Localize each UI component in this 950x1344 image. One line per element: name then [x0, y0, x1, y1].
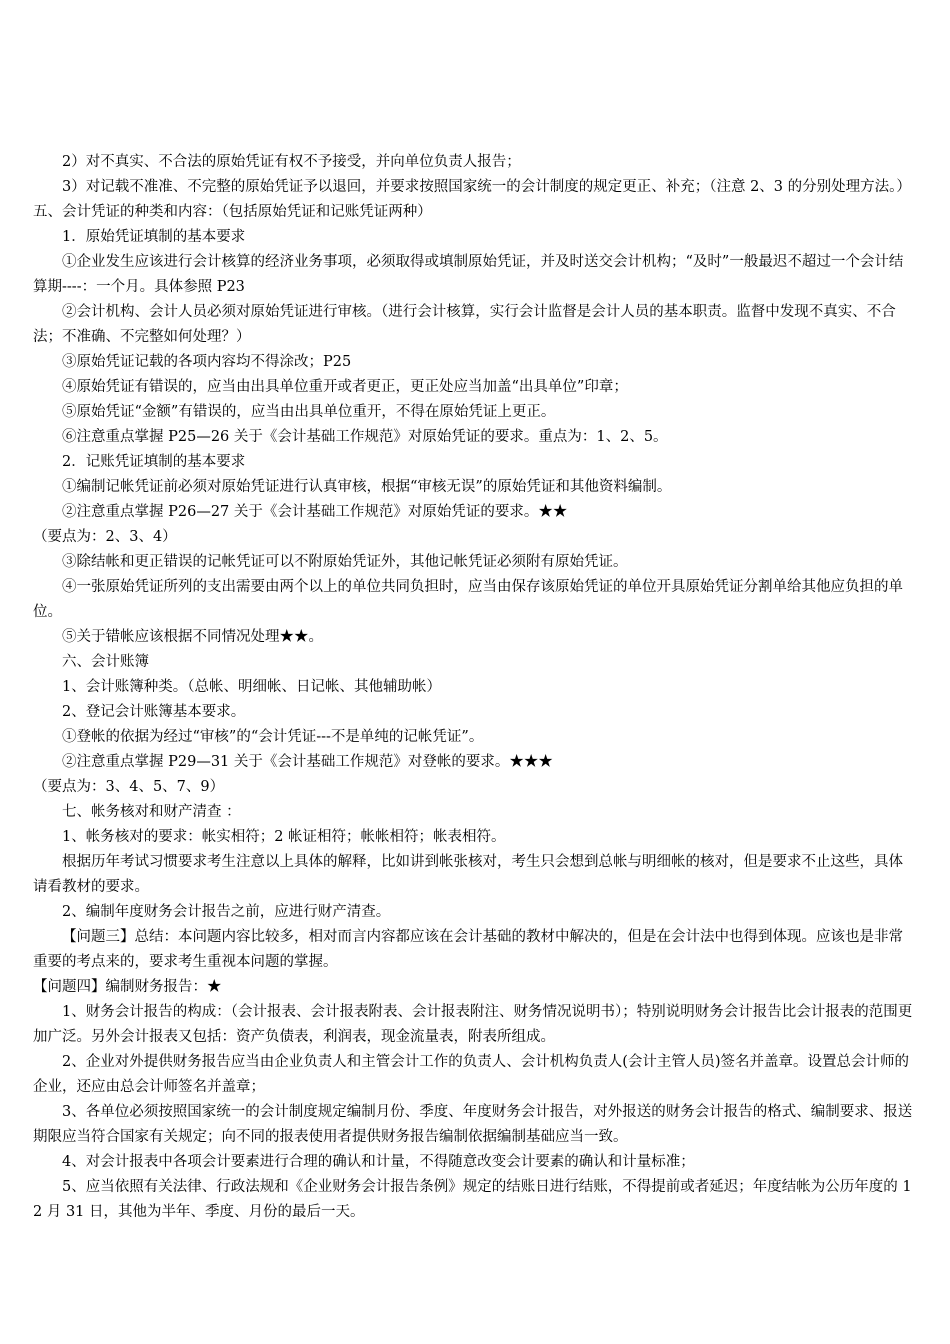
paragraph: ③原始凭证记载的各项内容均不得涂改；P25 [62, 354, 352, 370]
paragraph: 2、编制年度财务会计报告之前，应进行财产清查。 [62, 904, 391, 920]
section-heading: 六、会计账簿 [62, 654, 149, 670]
paragraph: 4、对会计报表中各项会计要素进行合理的确认和计量，不得随意改变会计要素的确认和计量标准； [62, 1154, 695, 1170]
paragraph: ④原始凭证有错误的，应当由出具单位重开或者更正，更正处应当加盖“出具单位”印章； [62, 379, 628, 395]
paragraph: ⑤关于错帐应该根据不同情况处理★★。 [62, 629, 323, 645]
paragraph: ⑤原始凭证“金额”有错误的，应当由出具单位重开，不得在原始凭证上更正。 [62, 404, 556, 420]
section-heading: 七、帐务核对和财产清查 ： [62, 804, 241, 820]
paragraph: ④一张原始凭证所列的支出需要由两个以上的单位共同负担时，应当由保存该原始凭证的单位开具原始凭证分割单给其他应负担的单位。 [33, 579, 903, 620]
paragraph: 2、登记会计账簿基本要求。 [62, 704, 246, 720]
paragraph: ②会计机构、会计人员必须对原始凭证进行审核。（进行会计核算，实行会计监督是会计人员的基本职责。监督中发现不真实、不合法；不准确、不完整如何处理？） [33, 304, 896, 345]
section-heading: 【问题四】编制财务报告：★ [33, 979, 222, 995]
paragraph: 3）对记载不准准、不完整的原始凭证予以退回，并要求按照国家统一的会计制度的规定更正、补充；（注意 2、3 的分别处理方法。）五、会计凭证的种类和内容：（包括原始凭证和记账凭证两种） [33, 179, 911, 220]
paragraph: 3、各单位必须按照国家统一的会计制度规定编制月份、季度、年度财务会计报告，对外报送的财务会计报告的格式、编制要求、报送期限应当符合国家有关规定；向不同的报表使用者提供财务报告编制依据编制基础应当一致。 [33, 1104, 913, 1145]
paragraph: 1、帐务核对的要求：帐实相符；2 帐证相符；帐帐相符；帐表相符。 [62, 829, 506, 845]
paragraph: 1、财务会计报告的构成：（会计报表、会计报表附表、会计报表附注、财务情况说明书）；特别说明财务会计报告比会计报表的范围更加广泛。另外会计报表又包括：资产负债表，利润表，现金流量表，附表所组成。 [33, 1004, 913, 1045]
paragraph: 1、会计账簿种类。（总帐、明细帐、日记帐、其他辅助帐） [62, 679, 441, 695]
section-heading: 2．记账凭证填制的基本要求 [62, 454, 246, 470]
paragraph: 【问题三】总结：本问题内容比较多，相对而言内容都应该在会计基础的教材中解决的，但是在会计法中也得到体现。应该也是非常重要的考点来的，要求考生重视本问题的掌握。 [33, 929, 903, 970]
paragraph: ①编制记帐凭证前必须对原始凭证进行认真审核，根据“审核无误”的原始凭证和其他资料编制。 [62, 479, 672, 495]
paragraph: 根据历年考试习惯要求考生注意以上具体的解释，比如讲到帐张核对，考生只会想到总帐与明细帐的核对，但是要求不止这些，具体请看教材的要求。 [33, 854, 903, 895]
paragraph: 2、企业对外提供财务报告应当由企业负责人和主管会计工作的负责人、会计机构负责人(会计主管人员)签名并盖章。设置总会计师的企业，还应由总会计师签名并盖章； [33, 1054, 910, 1095]
paragraph: ①登帐的依据为经过“审核”的“会计凭证---不是单纯的记帐凭证”。 [62, 729, 484, 745]
paragraph: ②注意重点掌握 P26—27 关于《会计基础工作规范》对原始凭证的要求。★★ [62, 504, 568, 520]
paragraph: （要点为：2、3、4） [33, 529, 177, 545]
section-heading: 1．原始凭证填制的基本要求 [62, 229, 246, 245]
paragraph: ①企业发生应该进行会计核算的经济业务事项，必须取得或填制原始凭证，并及时送交会计机构；“及时”一般最迟不超过一个会计结算期----：一个月。具体参照 P23 [33, 254, 904, 295]
paragraph: 2）对不真实、不合法的原始凭证有权不予接受，并向单位负责人报告； [62, 154, 521, 170]
paragraph: ⑥注意重点掌握 P25—26 关于《会计基础工作规范》对原始凭证的要求。重点为：1、2、5。 [62, 429, 668, 445]
paragraph: 5、应当依照有关法律、行政法规和《企业财务会计报告条例》规定的结账日进行结账，不得提前或者延迟；年度结帐为公历年度的 12 月 31 日，其他为半年、季度、月份的最后一天。 [33, 1179, 912, 1220]
paragraph: ③除结帐和更正错误的记帐凭证可以不附原始凭证外，其他记帐凭证必须附有原始凭证。 [62, 554, 628, 570]
document-body [33, 150, 917, 1225]
paragraph: ②注意重点掌握 P29—31 关于《会计基础工作规范》对登帐的要求。★★★ [62, 754, 553, 770]
paragraph: （要点为：3、4、5、7、9） [33, 779, 225, 795]
